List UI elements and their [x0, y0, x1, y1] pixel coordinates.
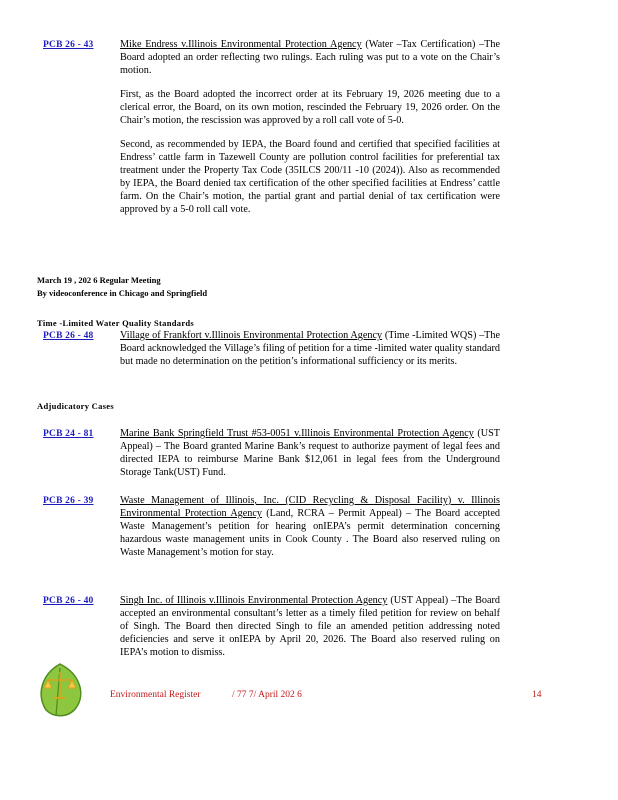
case-entry-pcb-26-39	[120, 494, 500, 570]
section-heading-adjudicatory: Adjudicatory Cases	[37, 401, 114, 411]
case-entry-pcb-26-43	[120, 38, 500, 227]
footer-publication: Environmental Register	[110, 690, 201, 700]
case-summary: (Water –Tax Certification) –The Board adopted an order reflecting two rulings. Each ruling was put to a vote on the Chair’s motion.	[120, 39, 500, 76]
case-link-pcb-26-48[interactable]: PCB 26 - 48	[43, 331, 94, 341]
case-summary: (Land, RCRA – Permit Appeal) – The Board accepted Waste Management’s petition for hearing onIEPA’s permit determination concerning hazardous waste management units in Cook County . The Board also reserved ruling on Waste Management’s motion for stay.	[120, 508, 500, 558]
case-caption: Mike Endress v.Illinois Environmental Protection Agency	[120, 39, 362, 50]
section-heading-time-limited: Time -Limited Water Quality Standards	[37, 318, 195, 328]
case-entry-pcb-24-81	[120, 427, 500, 490]
meeting-location: By videoconference in Chicago and Springfield	[37, 288, 208, 298]
meeting-date: March 19 , 202 6 Regular Meeting	[37, 275, 161, 285]
case-link-pcb-26-43[interactable]: PCB 26 - 43	[43, 40, 94, 50]
case-link-pcb-24-81[interactable]: PCB 24 - 81	[43, 429, 94, 439]
meeting-info	[37, 274, 207, 300]
case-entry-pcb-26-40	[120, 594, 500, 670]
case-paragraph: Second, as recommended by IEPA, the Board found and certified that specified facilities at Endress’ cattle farm in Tazewell County are pollution control facilities for preferential tax treatment under the Property Tax Code (35ILCS 200/11 -10 (2024)). Also as recommended by IEPA, the Board denied tax certification of the other specified facilities at Endress’ cattle farm. On the Chair’s motion, the partial grant and partial denial of tax certification were approved by a 5-0 roll call vote.	[120, 139, 500, 215]
case-caption: Marine Bank Springfield Trust #53-0051 v.Illinois Environmental Protection Agency	[120, 428, 474, 439]
leaf-scales-icon	[34, 660, 86, 720]
case-caption: Waste Management of Illinois, Inc. (CID Recycling & Disposal Facility) v. Illinois Environmental Protection Agency	[120, 495, 500, 519]
case-link-pcb-26-39[interactable]: PCB 26 - 39	[43, 496, 94, 506]
footer-issue: / 77 7/ April 202 6	[232, 690, 302, 700]
footer-page-number: 14	[532, 690, 542, 700]
case-entry-pcb-26-48	[120, 329, 500, 379]
case-caption: Village of Frankfort v.Illinois Environmental Protection Agency	[120, 330, 383, 341]
case-summary: (UST Appeal) – The Board granted Marine Bank’s request to authorize payment of legal fees and directed IEPA to reimburse Marine Bank $12,061 in legal fees from the Underground Storage Tank(UST) Fund.	[120, 428, 500, 478]
case-caption: Singh Inc. of Illinois v.Illinois Environmental Protection Agency	[120, 595, 388, 606]
case-summary: (Time -Limited WQS) –The Board acknowledged the Village’s filing of petition for a time -limited water quality standard but made no determination on the petition’s informational sufficiency or its merits.	[120, 330, 500, 367]
case-link-pcb-26-40[interactable]: PCB 26 - 40	[43, 596, 94, 606]
case-paragraph: First, as the Board adopted the incorrect order at its February 19, 2026 meeting due to a clerical error, the Board, on its own motion, rescinded the February 19, 2026 order. On the Chair’s motion, the rescission was approved by a roll call vote of 5-0.	[120, 89, 500, 126]
case-summary: (UST Appeal) –The Board accepted an environmental consultant’s letter as a timely filed petition for review on behalf of Singh. The Board then directed Singh to file an amended petition addressing noted deficiencies and serve it onIEPA by April 20, 2026. The Board also reserved ruling on IEPA’s motion to dismiss.	[120, 595, 501, 658]
